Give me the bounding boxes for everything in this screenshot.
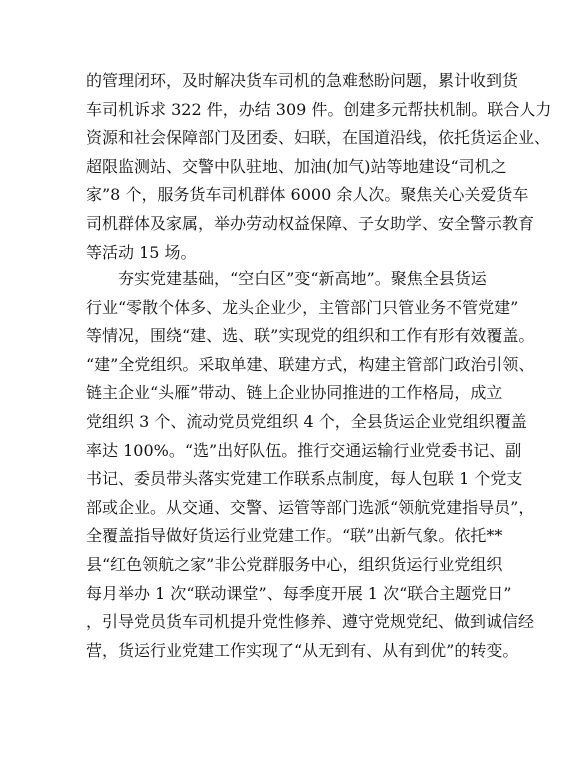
text-line: “建”全党组织。采取单建、联建方式，构建主管部门政治引领、	[86, 354, 535, 374]
text-line: 书记、委员带头落实党建工作联系点制度，每人包联 1 个党支	[86, 469, 523, 489]
text-line: 链主企业“头雁”带动、链上企业协同推进的工作格局，成立	[86, 383, 503, 403]
text-line: 营，货运行业党建工作实现了“从无到有、从有到优”的转变。	[86, 640, 519, 660]
text-line: 县“红色领航之家”非公党群服务中心，组织货运行业党组织	[86, 554, 503, 574]
text-line: 等活动 15 场。	[86, 242, 197, 262]
text-line: 全覆盖指导做好货运行业党建工作。“联”出新气象。依托**	[86, 526, 503, 546]
paragraph-service-mechanism	[86, 71, 552, 273]
text-line: 率达 100%。“选”出好队伍。推行交通运输行业党委书记、副	[86, 440, 522, 460]
text-line: 党组织 3 个、流动党员党组织 4 个，全县货运企业党组织覆盖	[86, 411, 527, 431]
text-line: 司机群体及家属，举办劳动权益保障、子女助学、安全警示教育	[86, 213, 535, 233]
text-line: 部或企业。从交通、交警、运管等部门选派“领航党建指导员”，	[86, 497, 535, 517]
text-line: 家”8 个，服务货车司机群体 6000 余人次。聚焦关心关爱货车	[86, 185, 529, 205]
text-line: 车司机诉求 322 件，办结 309 件。创建多元帮扶机制。联合人力	[86, 99, 552, 119]
text-line: 行业“零散个体多、龙头企业少，主管部门只管业务不管党建”	[86, 297, 519, 317]
text-line: ，引导党员货车司机提升党性修养、遵守党规党纪、做到诚信经	[86, 612, 535, 632]
text-line: 超限监测站、交警中队驻地、加油(加气)站等地建设“司机之	[86, 156, 507, 176]
text-line: 资源和社会保障部门及团委、妇联，在国道沿线，依托货运企业、	[86, 128, 551, 148]
text-line: 每月举办 1 次“联动课堂”、每季度开展 1 次“联合主题党日”	[86, 583, 512, 603]
text-line: 的管理闭环，及时解决货车司机的急难愁盼问题，累计收到货	[86, 71, 519, 90]
text-line: 等情况，围绕“建、选、联”实现党的组织和工作有形有效覆盖。	[86, 326, 535, 346]
text-line-first: 夯实党建基础，“空白区”变“新高地”。聚焦全县货运	[118, 269, 487, 288]
paragraph-party-building	[86, 269, 535, 671]
